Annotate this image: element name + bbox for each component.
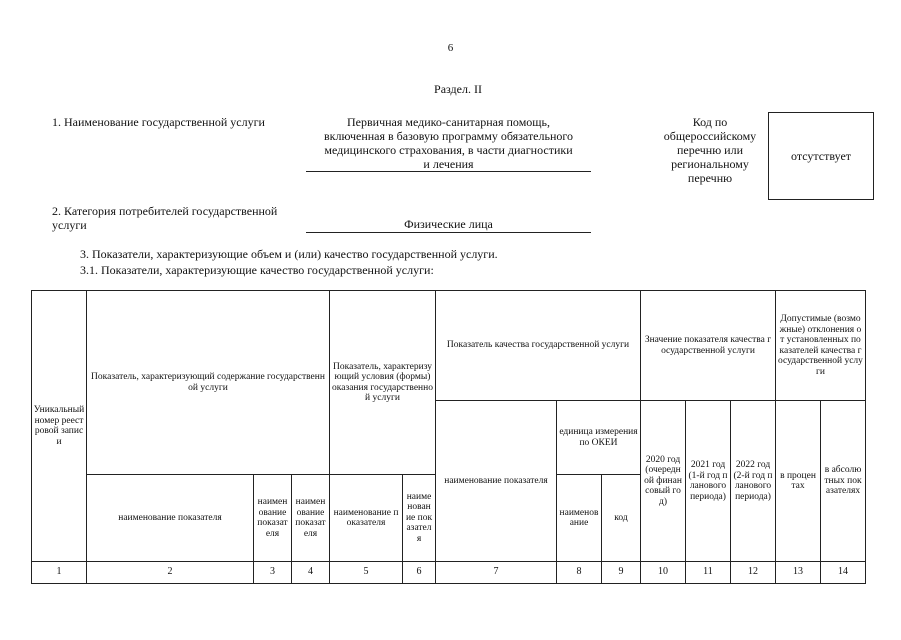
code-label-line: перечню [687,171,733,185]
page-number: 6 [447,42,454,54]
column-number: 4 [292,562,330,584]
header-year-2022: 2022 год (2-й год планового периода) [731,401,776,562]
indicators-title: 3. Показатели, характеризующие объем и (или) качество государственной услуги. [80,247,498,261]
category-underline [306,232,591,233]
header-deviation-group: Допустимые (возможные) отклонения от установленных показателей качества государственной услуги [776,291,866,401]
column-number: 13 [776,562,821,584]
header-content-indicator-name-2: наименование показателя [254,475,292,562]
column-number: 3 [254,562,292,584]
column-number: 11 [686,562,731,584]
code-label-line: региональному [671,157,749,171]
header-conditions-group: Показатель, характеризующий условия (формы) оказания государственной услуги [330,291,436,475]
header-conditions-indicator-name: наименование показателя [330,475,403,562]
header-content-indicator-name-3: наименование показателя [292,475,330,562]
code-label-line: Код по [692,115,728,129]
code-value-box: отсутствует [768,112,874,200]
service-name-line: медицинского страхования, в части диагностики [324,143,573,157]
column-number: 5 [330,562,403,584]
column-number: 1 [32,562,87,584]
code-label [648,115,772,185]
quality-title: 3.1. Показатели, характеризующие качество государственной услуги: [80,263,434,277]
header-content-indicator-name: наименование показателя [87,475,254,562]
service-name-value [306,115,591,171]
code-label-line: перечню или [676,143,744,157]
column-number: 14 [821,562,866,584]
header-quality-indicator-name: наименование показателя [436,401,557,562]
service-name-label: 1. Наименование государственной услуги [52,115,265,129]
column-number: 2 [87,562,254,584]
header-deviation-absolute: в абсолютных показателях [821,401,866,562]
header-unit-code: код [602,475,641,562]
service-name-line: включенная в базовую программу обязательного [323,129,574,143]
category-label-line: 2. Категория потребителей государственной [52,204,278,218]
column-number: 7 [436,562,557,584]
column-number: 10 [641,562,686,584]
category-label [52,204,302,232]
header-unique-number: Уникальный номер реестровой записи [32,291,87,562]
column-number: 6 [403,562,436,584]
category-label-line: услуги [52,218,87,232]
code-label-line: общероссийскому [663,129,757,143]
column-number: 8 [557,562,602,584]
header-conditions-indicator-name-2: наименование показателя [403,475,436,562]
header-unit-name: наименование [557,475,602,562]
section-title: Раздел. II [434,82,482,96]
service-name-line: и лечения [423,157,474,171]
category-value: Физические лица [404,217,493,231]
header-value-group: Значение показателя качества государственной услуги [641,291,776,401]
service-name-line: Первичная медико-санитарная помощь, [346,115,550,129]
quality-indicators-table [31,290,866,584]
header-content-group: Показатель, характеризующий содержание государственной услуги [87,291,330,475]
column-number: 12 [731,562,776,584]
header-quality-group: Показатель качества государственной услуги [436,291,641,401]
service-name-underline [306,171,591,172]
column-number: 9 [602,562,641,584]
header-unit-group: единица измерения по ОКЕИ [557,401,641,475]
header-year-2020: 2020 год (очередной финансовый год) [641,401,686,562]
header-deviation-percent: в процентах [776,401,821,562]
header-year-2021: 2021 год (1-й год планового периода) [686,401,731,562]
